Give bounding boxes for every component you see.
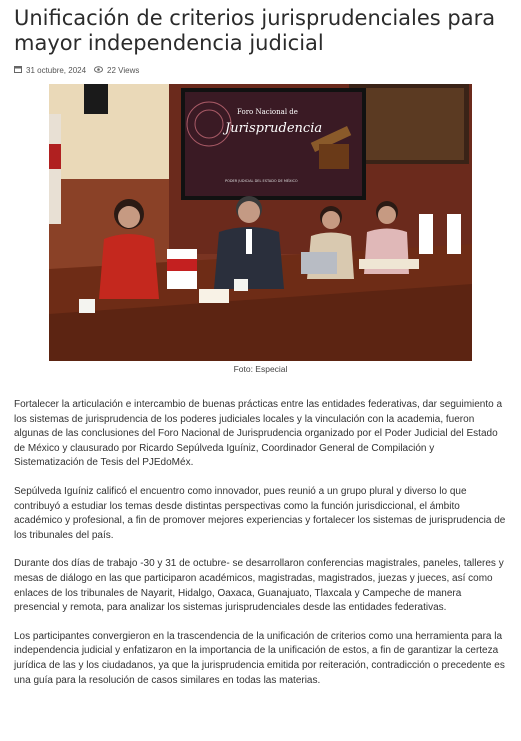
eye-icon — [94, 66, 103, 75]
article-views: 22 Views — [107, 65, 140, 75]
screen-logo-text: PODER JUDICIAL DEL ESTADO DE MÉXICO — [225, 179, 298, 183]
calendar-icon — [14, 65, 22, 75]
article-photo — [49, 84, 472, 361]
paragraph: Fortalecer la articulación e intercambio de buenas prácticas entre las entidades federativas, dar seguimiento a los sistemas de jurisprudencia de los poderes judiciales locales y la vinculación con la academia, fueron algunas de las conclusiones del Foro Nacional de Jurisprudencia organizado por el Poder Judicial del Estado de México y clausurado por Ricardo Sepúlveda Iguíniz, Coordinador General de Compilación y Sistematización de Tesis del PJEdoMéx. — [14, 399, 503, 469]
screen-title-small: Foro Nacional de — [237, 108, 298, 116]
paragraph: Los participantes convergieron en la trascendencia de la unificación de criterios como una herramienta para la independencia judicial y enfatizaron en la importancia de la unificación de estos, a fin de garantizar la certeza jurídica de las y los ciudadanos, ya que la jurisprudencia emitida por reiteración, contradicción o precedente es una guía para la resolución de casos similares en todas las materias. — [14, 630, 505, 686]
photo-caption: Foto: Especial — [233, 364, 288, 374]
article-date: 31 octubre, 2024 — [26, 65, 87, 75]
paragraph: Sepúlveda Iguíniz calificó el encuentro como innovador, pues reunió a un grupo plural y diverso lo que contribuyó a estudiar los temas desde distintas perspectivas como la función jurisdiccional, el ámbito académico y profesional, a fin de promover mejores experiencias y fortalecer los sistemas de jurisprudencia de los tribunales del país. — [14, 485, 506, 541]
article-body — [14, 398, 506, 702]
paragraph: Durante dos días de trabajo -30 y 31 de octubre- se desarrollaron conferencias magistrales, paneles, talleres y mesas de diálogo en las que participaron académicos, magistradas, magistrados, juezas y jueces, así como enlaces de los tribunales de Nayarit, Hidalgo, Oaxaca, Guanajuato, Tlaxcala y Campeche de manera presencial y remota, para analizar los sistemas jurisprudenciales desde las entidades federativas. — [14, 558, 504, 614]
screen-title-big: Jurisprudencia — [225, 121, 323, 136]
article-meta — [14, 65, 139, 75]
article-title: Unificación de criterios jurisprudenciales para mayor independencia judicial — [14, 6, 496, 55]
